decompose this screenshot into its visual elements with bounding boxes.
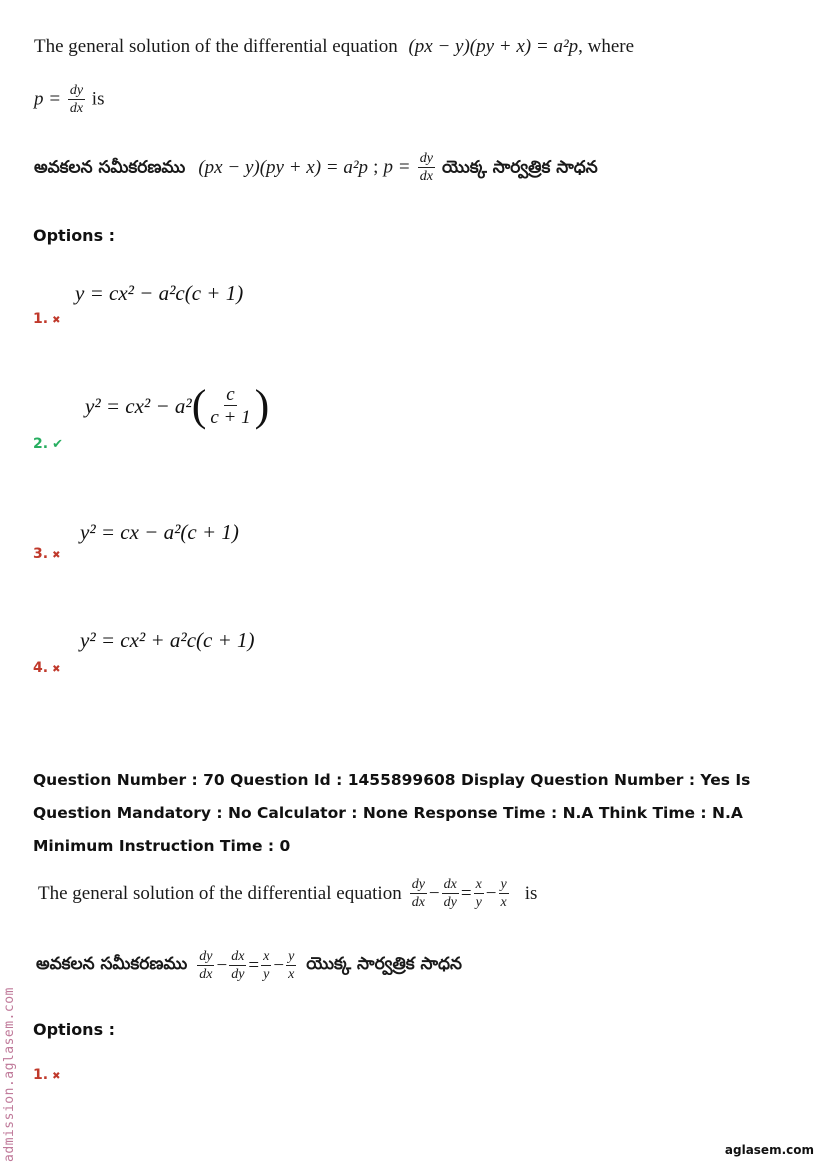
option-number: 4. xyxy=(33,660,49,676)
question-69-text-en xyxy=(34,36,634,58)
te-equation: (px − y)(py + x) = a²p xyxy=(198,156,369,178)
question-70-text-te xyxy=(36,950,462,982)
y-x-fraction xyxy=(499,878,509,910)
frac-num: dy xyxy=(419,151,433,166)
options-label: Options : xyxy=(33,1020,116,1039)
option-1[interactable] xyxy=(33,1067,60,1083)
cross-icon: ✖ xyxy=(52,550,61,561)
option-number: 1. xyxy=(33,311,49,327)
option-2-expression xyxy=(85,381,270,430)
is-text: is xyxy=(91,88,105,110)
frac-num: dy xyxy=(69,83,84,98)
cross-icon: ✖ xyxy=(52,664,61,675)
option-number: 3. xyxy=(33,546,49,562)
te-suffix: యొక్క సార్వత్రిక సాధన xyxy=(306,954,462,974)
te-p-lhs: p = xyxy=(383,156,411,178)
frac-num: y xyxy=(288,949,295,964)
question-69-text-te xyxy=(34,152,598,184)
te-prefix: అవకలన సమీకరణము xyxy=(36,954,188,974)
option-4[interactable] xyxy=(33,660,60,676)
question-70-text-en xyxy=(38,878,537,910)
c-fraction xyxy=(208,385,252,427)
frac-num: c xyxy=(226,384,235,405)
frac-num: y xyxy=(500,877,507,892)
question-69-p-definition xyxy=(34,84,104,116)
question-70-prefix: The general solution of the differential equation xyxy=(38,883,402,904)
dy-dx-fraction xyxy=(197,950,214,982)
question-69-where: , where xyxy=(578,36,635,57)
right-paren-icon: ) xyxy=(254,381,270,430)
frac-den: y xyxy=(263,967,270,982)
frac-num: x xyxy=(263,949,270,964)
option-number: 1. xyxy=(33,1067,49,1083)
te-sep: ; xyxy=(373,156,379,178)
options-label: Options : xyxy=(33,226,116,245)
option-1[interactable] xyxy=(33,311,60,327)
frac-den: dx xyxy=(419,169,433,184)
frac-den: dx xyxy=(69,101,84,116)
frac-den: x xyxy=(288,967,295,982)
minus-sign: − xyxy=(428,883,440,904)
frac-den: dx xyxy=(411,895,425,910)
x-y-fraction xyxy=(261,950,271,982)
option-number: 2. xyxy=(33,436,49,452)
frac-num: dy xyxy=(199,949,213,964)
frac-den: c + 1 xyxy=(210,407,251,428)
frac-den: y xyxy=(475,895,482,910)
option-2[interactable] xyxy=(33,436,63,452)
cross-icon: ✖ xyxy=(52,315,61,326)
te-dy-dx-fraction xyxy=(418,152,435,184)
left-paren-icon: ( xyxy=(191,381,207,430)
frac-den: dy xyxy=(443,895,457,910)
minus-sign: − xyxy=(485,883,497,904)
x-y-fraction xyxy=(474,878,484,910)
expr-lhs: y² = cx² − a² xyxy=(85,393,192,418)
frac-den: dy xyxy=(231,967,245,982)
te-suffix: యొక్క సార్వత్రిక సాధన xyxy=(442,157,598,178)
question-69-prefix: The general solution of the differential equation xyxy=(34,36,398,57)
question-69-equation: (px − y)(py + x) = a²p xyxy=(408,36,579,57)
frac-den: x xyxy=(500,895,507,910)
minus-sign: − xyxy=(273,955,285,976)
dx-dy-fraction xyxy=(442,878,459,910)
frac-num: x xyxy=(475,877,482,892)
dy-dx-fraction xyxy=(68,84,85,116)
cross-icon: ✖ xyxy=(52,1071,61,1082)
option-3-expression: y² = cx − a²(c + 1) xyxy=(80,520,239,544)
option-3[interactable] xyxy=(33,546,60,562)
check-icon: ✔ xyxy=(52,437,63,452)
watermark: admission.aglasem.com xyxy=(2,987,17,1162)
is-text: is xyxy=(524,883,538,904)
question-meta: Question Number : 70 Question Id : 1455899608 Display Question Number : Yes Is Question Mandatory : No Calculator : None Response Time : N.A Think Time : N.A Minimum Instruction Time : 0 xyxy=(33,771,751,855)
dx-dy-fraction xyxy=(229,950,246,982)
equals-sign: = xyxy=(248,955,260,976)
frac-num: dx xyxy=(231,949,245,964)
equals-sign: = xyxy=(460,883,472,904)
y-x-fraction xyxy=(286,950,296,982)
frac-den: dx xyxy=(199,967,213,982)
p-lhs: p = xyxy=(34,88,62,110)
frac-num: dx xyxy=(443,877,457,892)
te-prefix: అవకలన సమీకరణము xyxy=(34,157,186,178)
option-4-expression: y² = cx² + a²c(c + 1) xyxy=(80,628,255,652)
dy-dx-fraction xyxy=(410,878,427,910)
frac-num: dy xyxy=(411,877,425,892)
option-1-expression: y = cx² − a²c(c + 1) xyxy=(75,281,244,305)
minus-sign: − xyxy=(216,955,228,976)
footer-brand[interactable]: aglasem.com xyxy=(724,1143,814,1157)
